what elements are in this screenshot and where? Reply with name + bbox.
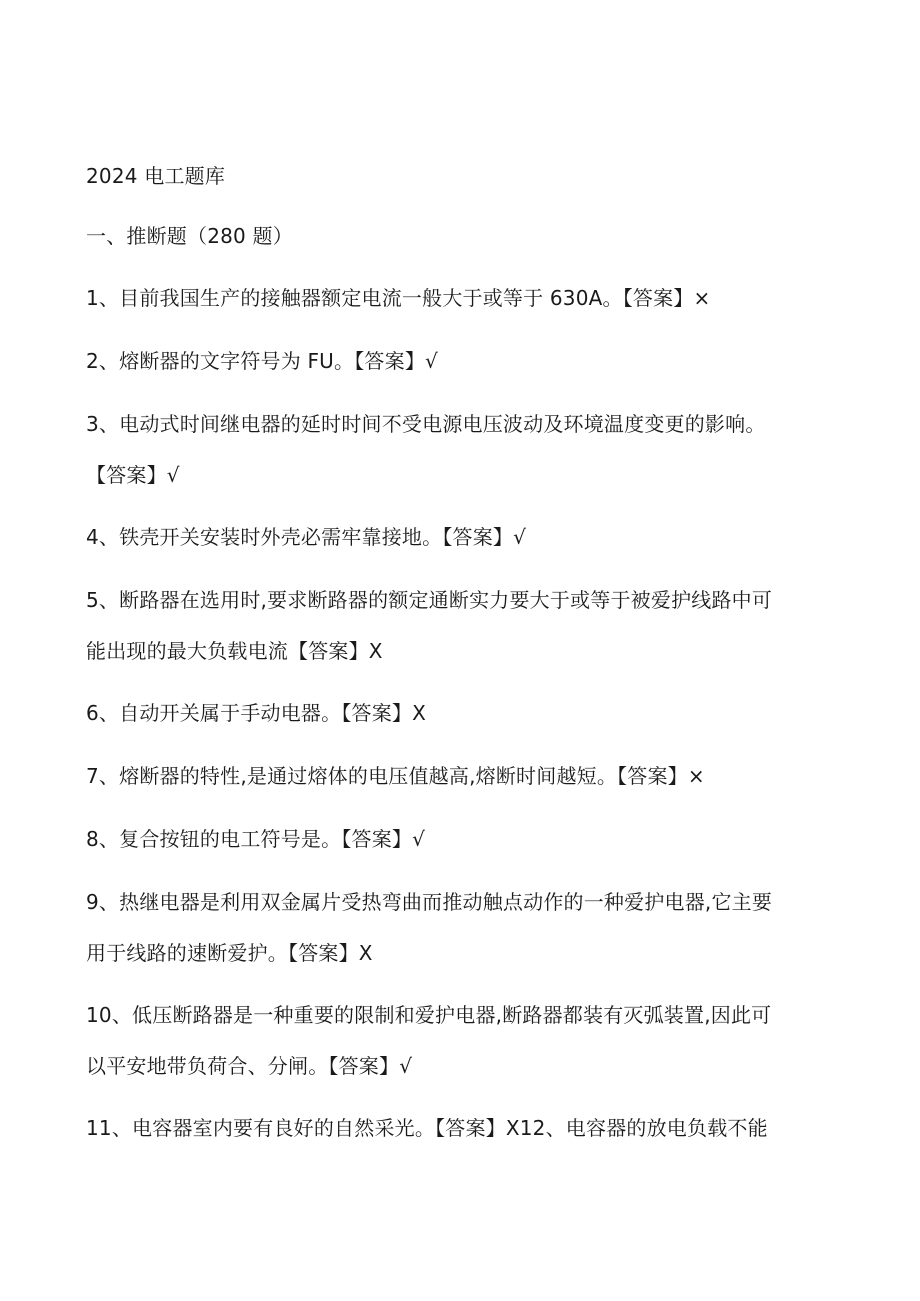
question-11: 11、电容器室内要有良好的自然采光。【答案】X12、电容器的放电负载不能: [86, 1116, 768, 1140]
question-9-line-2: 用于线路的速断爱护。【答案】X: [86, 941, 373, 965]
document-title: 2024 电工题库: [86, 164, 226, 188]
question-3-line-1: 3、电动式时间继电器的延时时间不受电源电压波动及环境温度变更的影响。: [86, 412, 766, 436]
question-5-line-2: 能出现的最大负载电流【答案】X: [86, 639, 383, 663]
question-1: 1、目前我国生产的接触器额定电流一般大于或等于 630A。【答案】×: [86, 286, 711, 310]
question-6: 6、自动开关属于手动电器。【答案】X: [86, 701, 427, 725]
section-heading: 一、推断题（280 题）: [86, 224, 293, 248]
question-10-line-1: 10、低压断路器是一种重要的限制和爱护电器,断路器都装有灭弧装置,因此可: [86, 1003, 772, 1027]
question-7: 7、熔断器的特性,是通过熔体的电压值越高,熔断时间越短。【答案】×: [86, 764, 705, 788]
question-2: 2、熔断器的文字符号为 FU。【答案】√: [86, 349, 438, 373]
question-8: 8、复合按钮的电工符号是。【答案】√: [86, 827, 426, 851]
question-10-line-2: 以平安地带负荷合、分闸。【答案】√: [86, 1054, 413, 1078]
question-4: 4、铁壳开关安装时外壳必需牢靠接地。【答案】√: [86, 525, 527, 549]
question-9-line-1: 9、热继电器是利用双金属片受热弯曲而推动触点动作的一种爱护电器,它主要: [86, 890, 773, 914]
question-3-line-2: 【答案】√: [86, 463, 180, 487]
question-5-line-1: 5、断路器在选用时,要求断路器的额定通断实力要大于或等于被爱护线路中可: [86, 588, 773, 612]
